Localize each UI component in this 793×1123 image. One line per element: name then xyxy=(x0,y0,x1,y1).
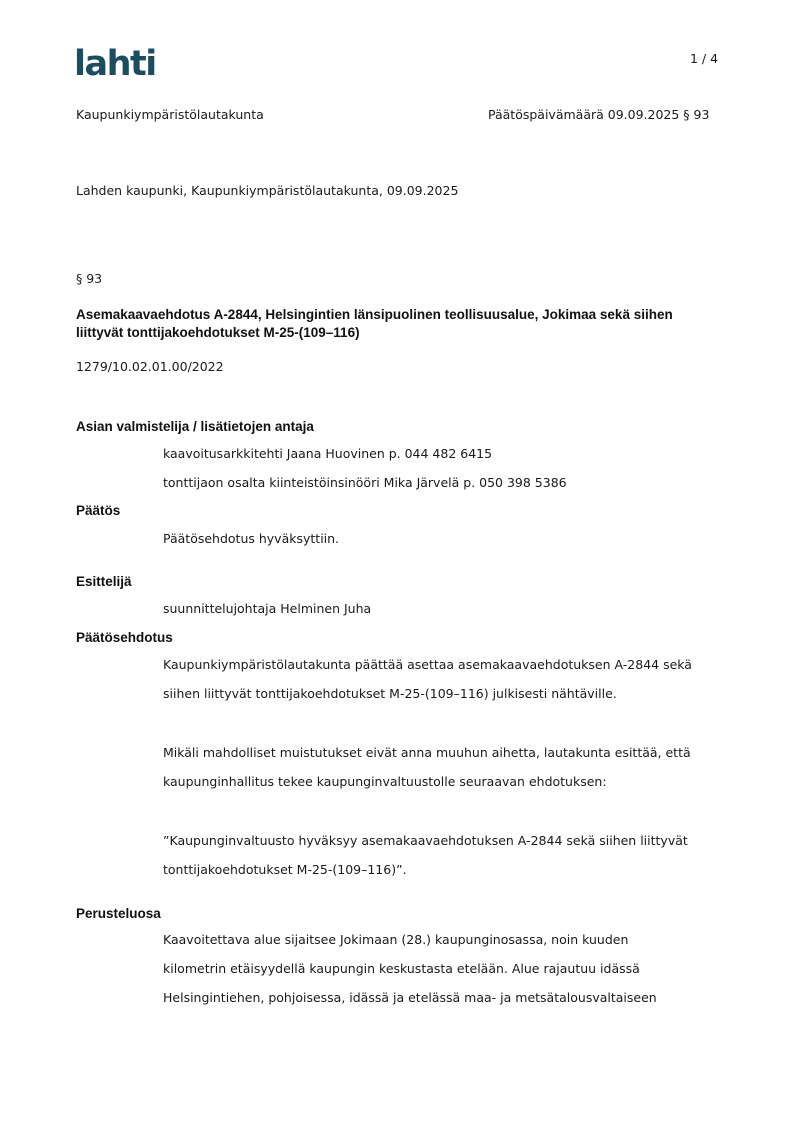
proposal-p3-line1: ”Kaupunginvaltuusto hyväksyy asemakaavaehdotuksen A-2844 sekä siihen liittyvät xyxy=(163,833,688,848)
presenter-heading: Esittelijä xyxy=(76,574,132,589)
reference-number: 1279/10.02.01.00/2022 xyxy=(76,359,224,374)
page-number: 1 / 4 xyxy=(690,51,719,66)
document-title-line1: Asemakaavaehdotus A-2844, Helsingintien länsipuolinen teollisuusalue, Jokimaa sekä siihen xyxy=(76,307,673,322)
proposal-p2-line1: Mikäli mahdolliset muistutukset eivät anna muuhun aihetta, lautakunta esittää, että xyxy=(163,745,691,760)
presenter-text: suunnittelujohtaja Helminen Juha xyxy=(163,601,372,616)
rationale-line3: Helsingintiehen, pohjoisessa, idässä ja etelässä maa- ja metsätalousvaltaiseen xyxy=(163,990,657,1005)
proposal-p2-line2: kaupunginhallitus tekee kaupunginvaltuustolle seuraavan ehdotuksen: xyxy=(163,774,607,789)
document-title-line2: liittyvät tonttijakoehdotukset M-25-(109–116) xyxy=(76,325,360,340)
preparer-line1: kaavoitusarkkitehti Jaana Huovinen p. 044 482 6415 xyxy=(163,446,493,461)
proposal-p3-line2: tonttijakoehdotukset M-25-(109–116)”. xyxy=(163,862,407,877)
decision-heading: Päätös xyxy=(76,503,121,518)
rationale-line2: kilometrin etäisyydellä kaupungin keskustasta etelään. Alue rajautuu idässä xyxy=(163,961,640,976)
intro-line: Lahden kaupunki, Kaupunkiympäristölautakunta, 09.09.2025 xyxy=(76,183,459,198)
proposal-heading: Päätösehdotus xyxy=(76,630,173,645)
rationale-line1: Kaavoitettava alue sijaitsee Jokimaan (28.) kaupunginosassa, noin kuuden xyxy=(163,932,629,947)
preparer-heading: Asian valmistelija / lisätietojen antaja xyxy=(76,419,314,434)
decision-text: Päätösehdotus hyväksyttiin. xyxy=(163,531,340,546)
proposal-p1-line2: siihen liittyvät tonttijakoehdotukset M-25-(109–116) julkisesti nähtäville. xyxy=(163,686,617,701)
lahti-logo: lahti xyxy=(74,44,156,84)
proposal-p1-line1: Kaupunkiympäristölautakunta päättää asettaa asemakaavaehdotuksen A-2844 sekä xyxy=(163,657,692,672)
preparer-line2: tonttijaon osalta kiinteistöinsinööri Mika Järvelä p. 050 398 5386 xyxy=(163,475,567,490)
rationale-heading: Perusteluosa xyxy=(76,906,161,921)
section-number: § 93 xyxy=(76,271,103,286)
board-name: Kaupunkiympäristölautakunta xyxy=(76,107,264,122)
decision-date: Päätöspäivämäärä 09.09.2025 § 93 xyxy=(488,107,710,122)
